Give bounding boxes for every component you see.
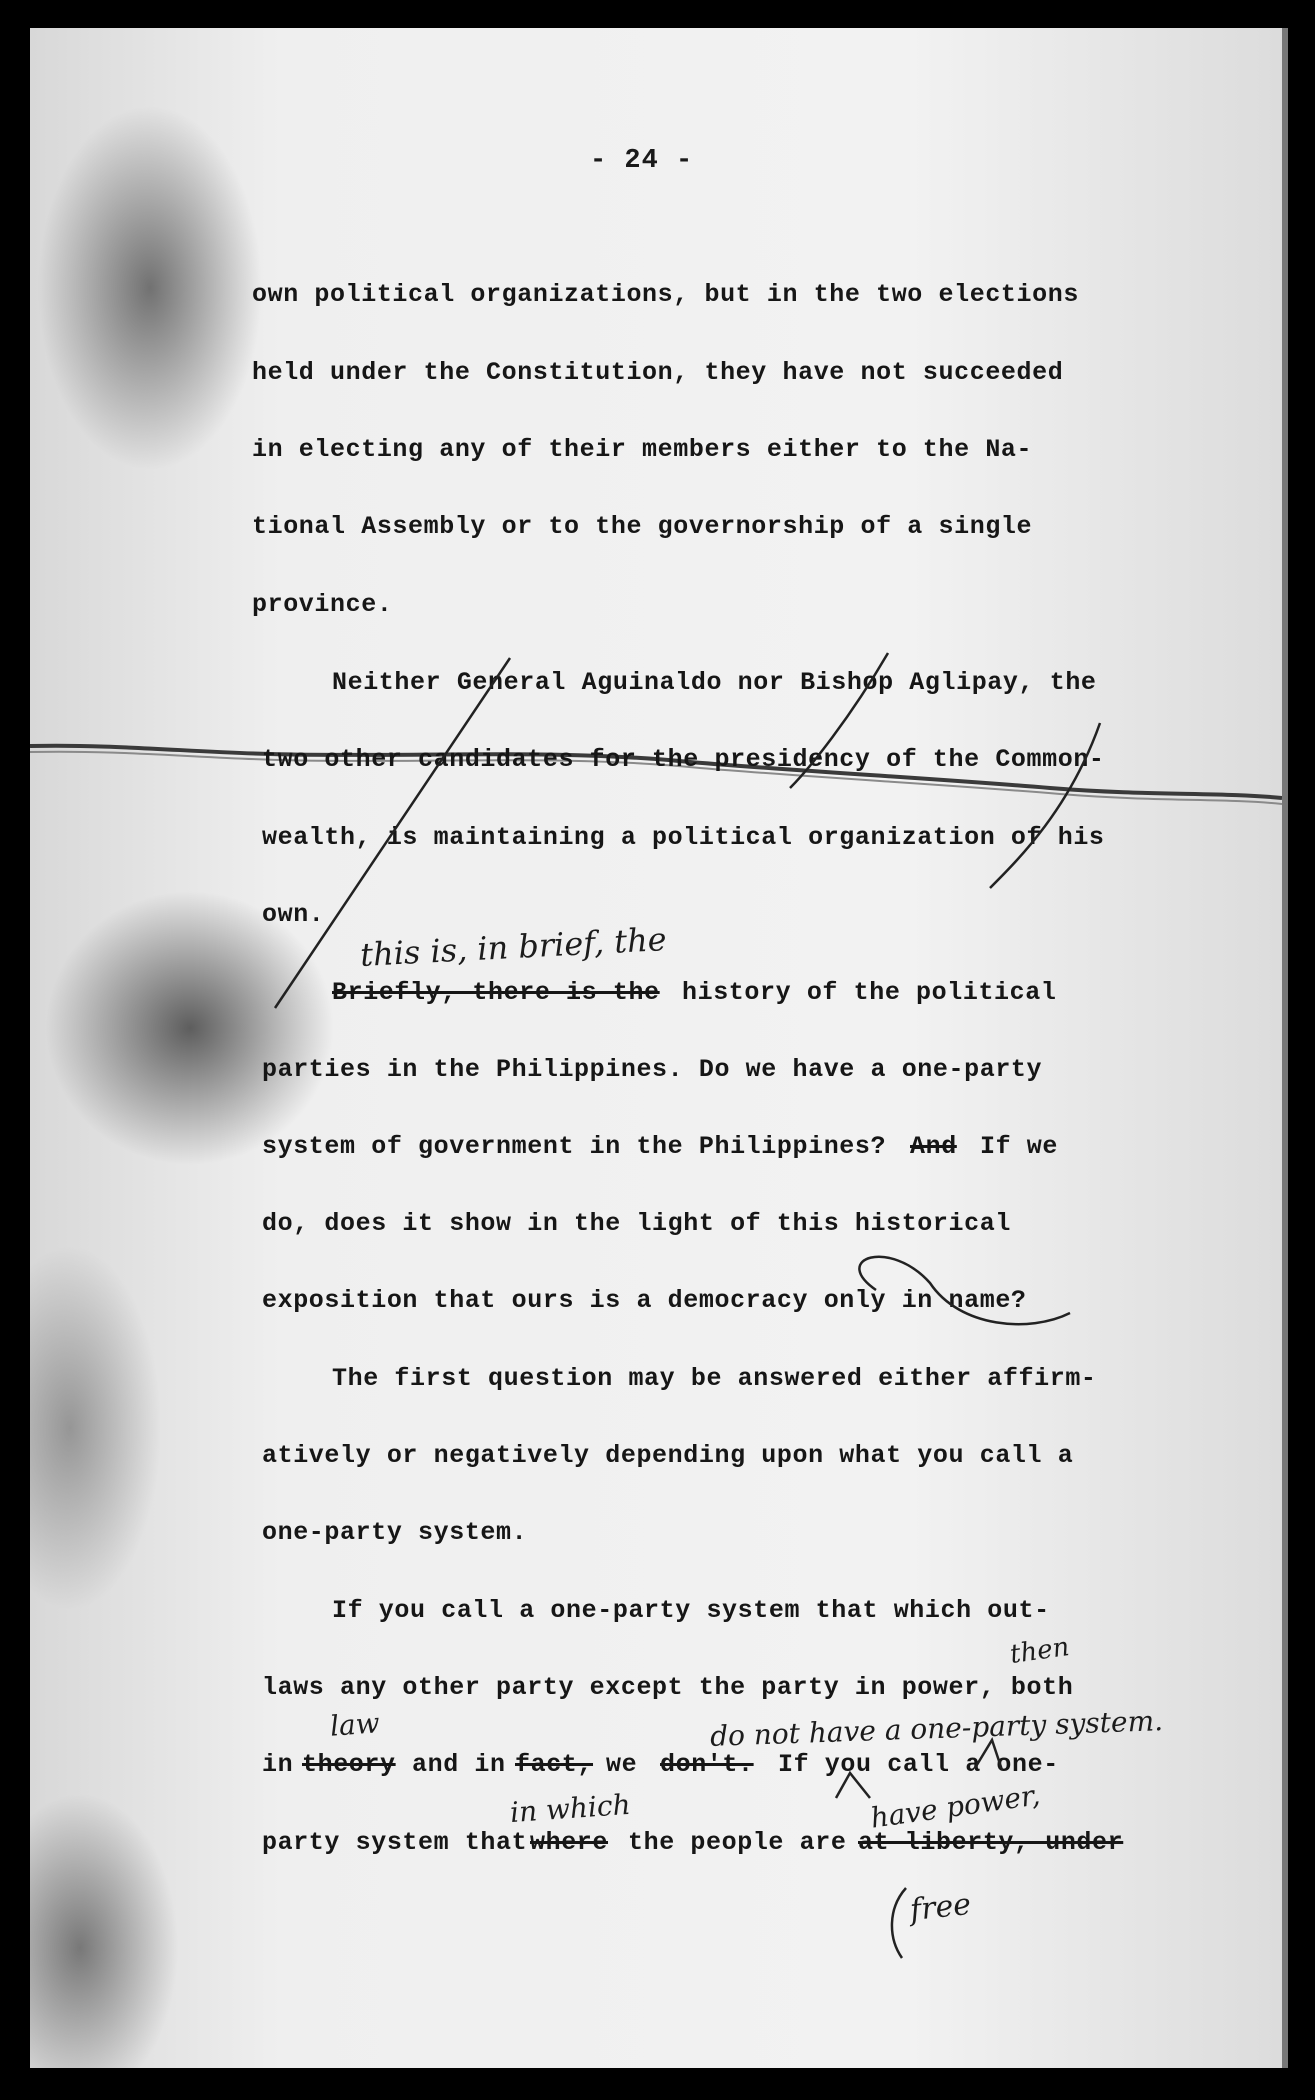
text-line-18: If you call a one-party system that which out- <box>332 1596 1050 1625</box>
text-and-in: and in <box>412 1750 506 1779</box>
text-line-17: one-party system. <box>262 1518 528 1547</box>
handwritten-this-is-in-brief: this is, in brief, the <box>359 919 668 975</box>
text-line-20: If you call a one- <box>778 1750 1059 1779</box>
text-line-15: The first question may be answered either affirm- <box>332 1364 1097 1393</box>
struck-text-briefly: Briefly, there is the <box>332 978 660 1007</box>
text-in: in <box>262 1750 294 1779</box>
text-line-3: in electing any of their members either to the Na- <box>252 435 1033 464</box>
page-number: - 24 - <box>590 146 694 176</box>
handwritten-in-which: in which <box>508 1787 632 1830</box>
document-page <box>30 28 1288 2068</box>
handwritten-marks <box>30 28 1282 2068</box>
struck-text-and: And <box>910 1132 957 1161</box>
text-line-6: Neither General Aguinaldo nor Bishop Aglipay, the <box>332 668 1097 697</box>
text-line-8: wealth, is maintaining a political organization of his <box>262 823 1105 852</box>
handwritten-have-power: have power, <box>868 1778 1043 1835</box>
handwritten-free: free <box>908 1886 973 1929</box>
struck-text-theory: theory <box>302 1750 396 1779</box>
struck-text-dont: don't. <box>660 1750 754 1779</box>
text-line-16: atively or negatively depending upon what you call a <box>262 1441 1074 1470</box>
text-line-4: tional Assembly or to the governorship of a single <box>252 512 1033 541</box>
text-line-2: held under the Constitution, they have not succeeded <box>252 358 1064 387</box>
text-line-7: two other candidates for the presidency of the Common- <box>262 745 1105 774</box>
text-we: we <box>606 1750 638 1779</box>
text-line-12: system of government in the Philippines? <box>262 1132 887 1161</box>
struck-text-where: where <box>530 1828 609 1857</box>
text-line-12b: If we <box>980 1132 1059 1161</box>
struck-text-at-liberty: at liberty, under <box>858 1828 1124 1857</box>
handwritten-then: then <box>1008 1632 1072 1670</box>
handwritten-law: law <box>328 1706 381 1743</box>
text-line-9: own. <box>262 900 325 929</box>
text-line-1: own political organizations, but in the two elections <box>252 280 1079 309</box>
text-party-system: party system that <box>262 1828 528 1857</box>
text-line-13: do, does it show in the light of this historical <box>262 1209 1011 1238</box>
text-line-19: laws any other party except the party in power, both <box>262 1673 1074 1702</box>
text-line-5: province. <box>252 590 393 619</box>
text-line-11: parties in the Philippines. Do we have a one-party <box>262 1055 1043 1084</box>
struck-text-fact: fact, <box>515 1750 594 1779</box>
handwritten-do-not-have: do not have a one-party system. <box>709 1704 1164 1753</box>
text-line-14: exposition that ours is a democracy only in name? <box>262 1286 1027 1315</box>
text-line-10: history of the political <box>682 978 1057 1007</box>
text-the-people-are: the people are <box>628 1828 847 1857</box>
